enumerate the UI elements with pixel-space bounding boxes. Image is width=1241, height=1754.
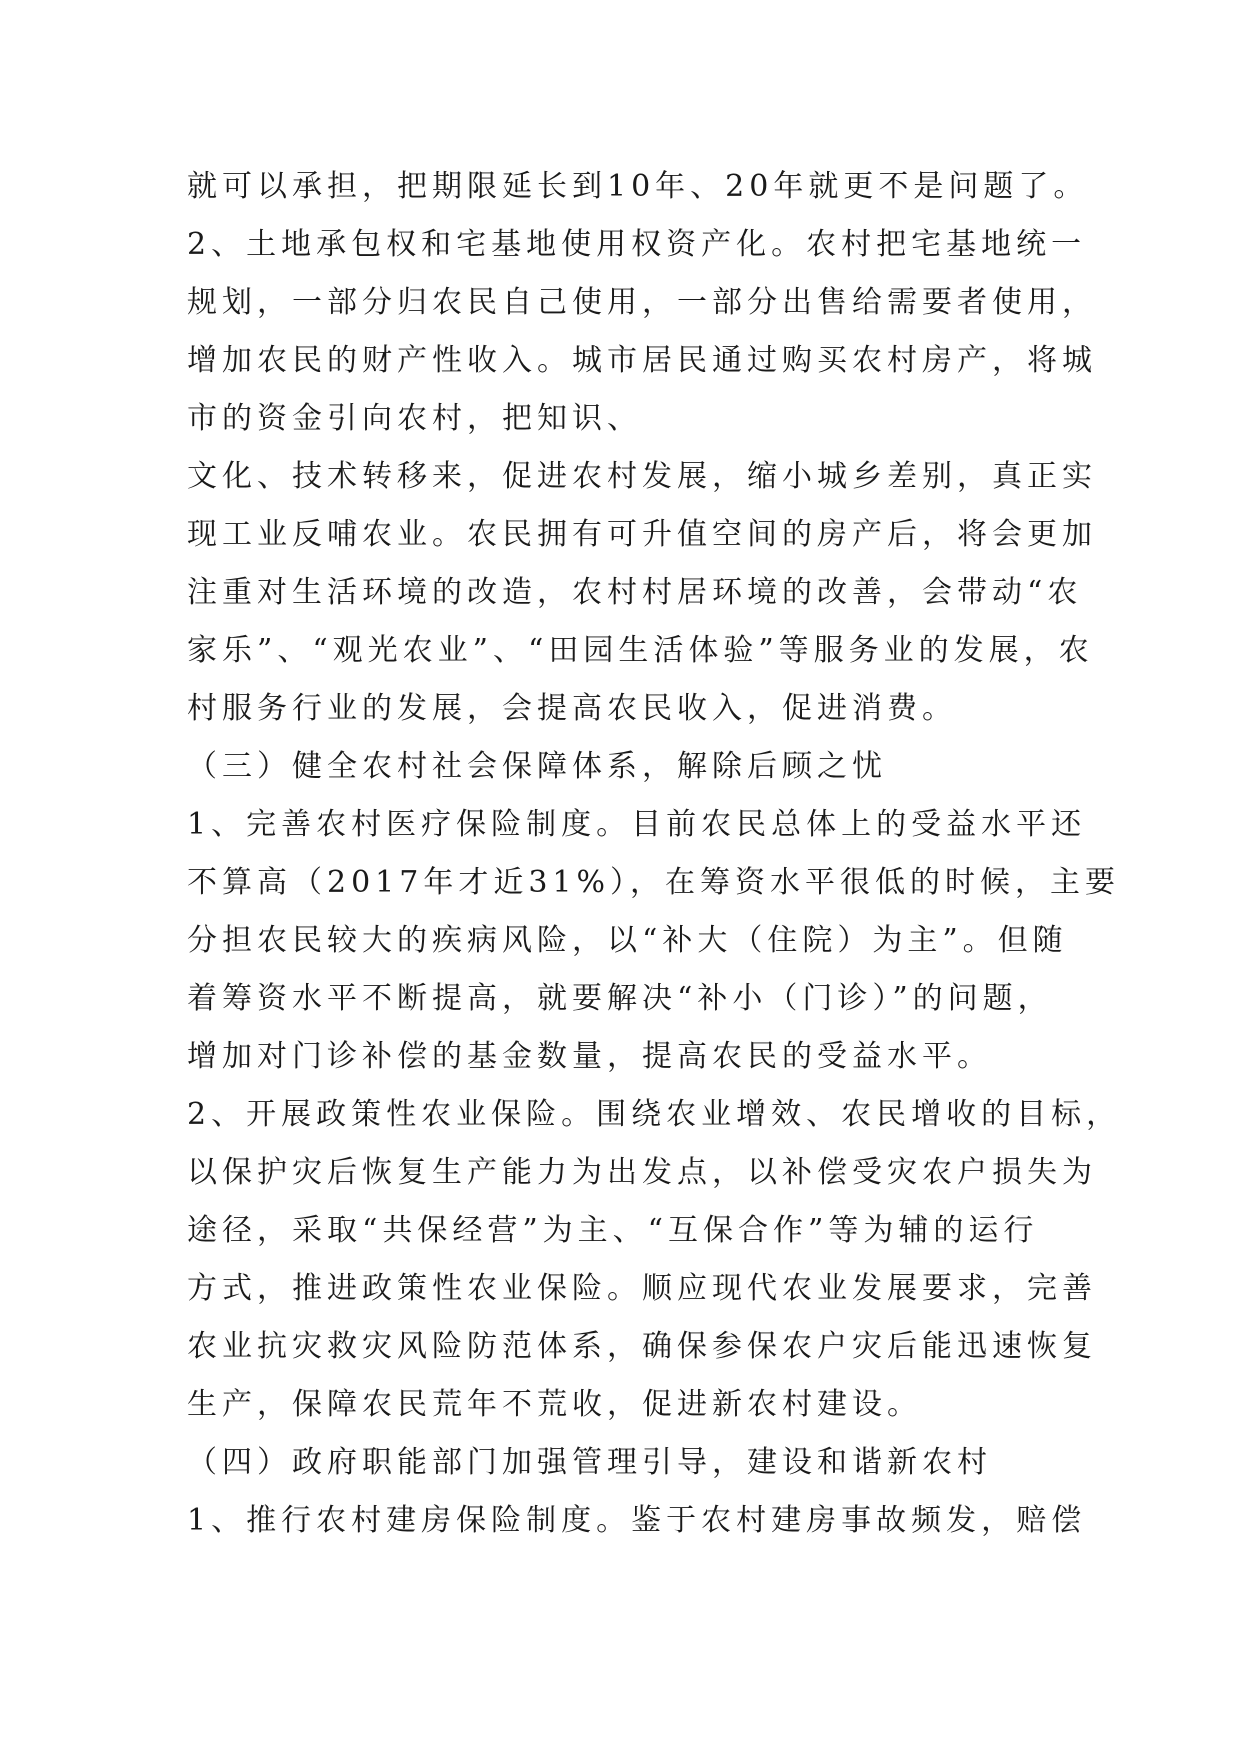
text-line: 1、推行农村建房保险制度。鉴于农村建房事故频发，赔偿 [187, 1503, 1087, 1538]
text-line: 增加对门诊补偿的基金数量，提高农民的受益水平。 [187, 1039, 992, 1074]
text-line: 分担农民较大的疾病风险，以“补大（住院）为主”。但随 [187, 923, 1068, 958]
text-line: 村服务行业的发展，会提高农民收入，促进消费。 [187, 691, 957, 726]
text-line: 农业抗灾救灾风险防范体系，确保参保农户灾后能迅速恢复 [187, 1329, 1097, 1364]
text-line: 途径，采取“共保经营”为主、“互保合作”等为辅的运行 [187, 1213, 1039, 1248]
text-line: 2、土地承包权和宅基地使用权资产化。农村把宅基地统一 [187, 227, 1087, 262]
text-line: 文化、技术转移来，促进农村发展，缩小城乡差别，真正实 [187, 459, 1097, 494]
text-line: 注重对生活环境的改造，农村村居环境的改善，会带动“农 [187, 575, 1083, 610]
text-line: 以保护灾后恢复生产能力为出发点，以补偿受灾农户损失为 [187, 1155, 1097, 1190]
text-line: 现工业反哺农业。农民拥有可升值空间的房产后，将会更加 [187, 517, 1097, 552]
text-line: 不算高（2017年才近31%），在筹资水平很低的时候，主要 [187, 865, 1121, 900]
text-line: 方式，推进政策性农业保险。顺应现代农业发展要求，完善 [187, 1271, 1097, 1306]
section-heading: （四）政府职能部门加强管理引导，建设和谐新农村 [187, 1445, 992, 1480]
text-line: 1、完善农村医疗保险制度。目前农民总体上的受益水平还 [187, 807, 1087, 842]
text-line: 市的资金引向农村，把知识、 [187, 401, 642, 436]
text-line: 着筹资水平不断提高，就要解决“补小（门诊）”的问题， [187, 981, 1053, 1016]
text-line: 生产，保障农民荒年不荒收，促进新农村建设。 [187, 1387, 922, 1422]
text-line: 增加农民的财产性收入。城市居民通过购买农村房产，将城 [187, 343, 1097, 378]
text-line: 2、开展政策性农业保险。围绕农业增效、农民增收的目标， [187, 1097, 1122, 1132]
text-line: 家乐”、“观光农业”、“田园生活体验”等服务业的发展，农 [187, 633, 1094, 668]
section-heading: （三）健全农村社会保障体系，解除后顾之忧 [187, 749, 887, 784]
text-line: 就可以承担，把期限延长到10年、20年就更不是问题了。 [187, 169, 1089, 204]
document-body [187, 158, 1122, 1550]
text-line: 规划，一部分归农民自己使用，一部分出售给需要者使用， [187, 285, 1097, 320]
